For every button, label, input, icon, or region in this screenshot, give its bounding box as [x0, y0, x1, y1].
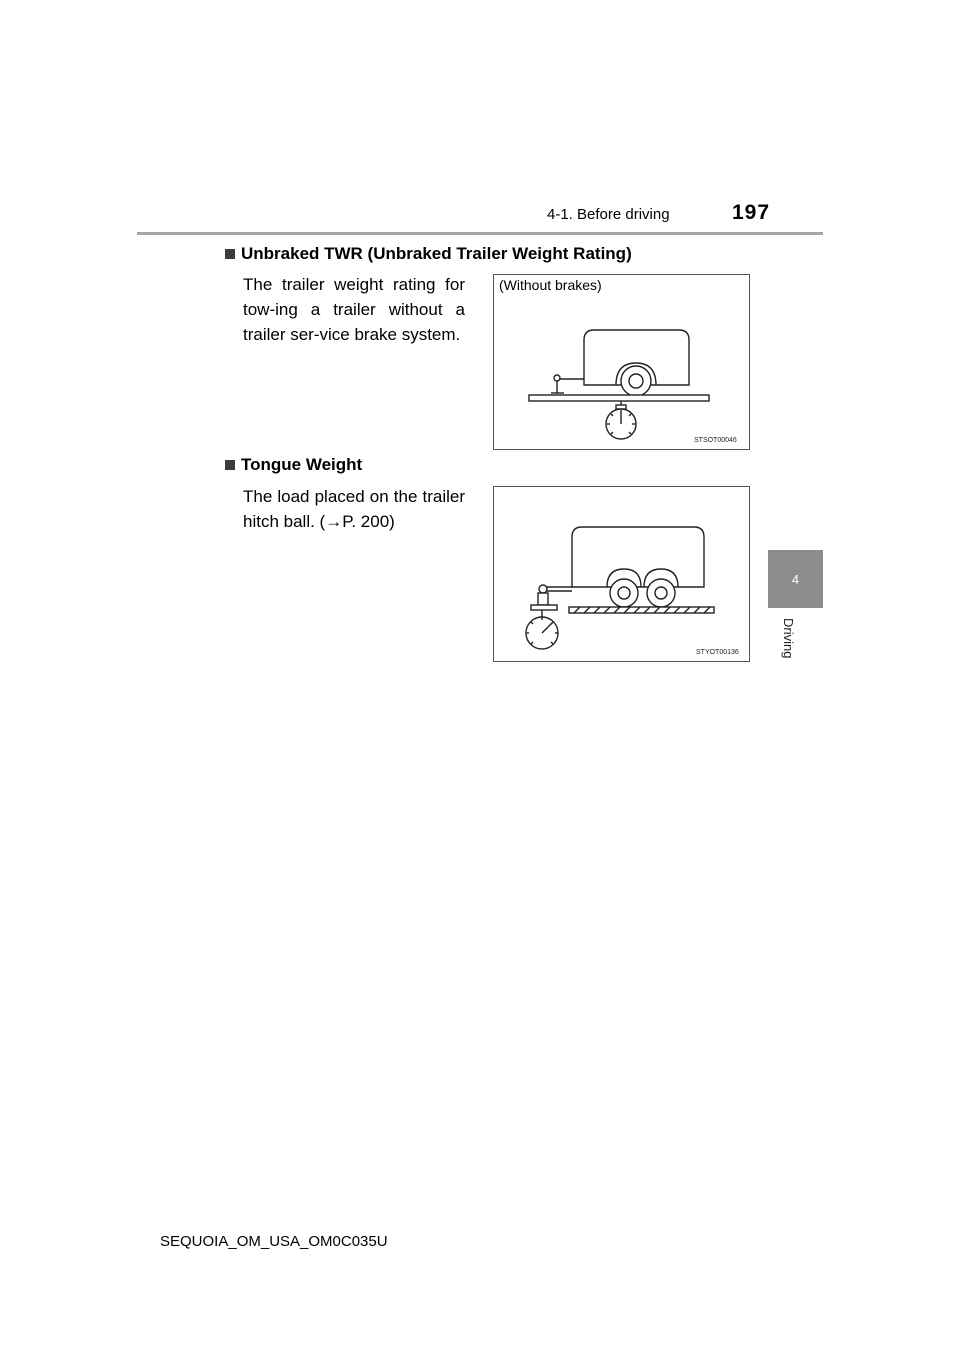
section-body: The load placed on the trailer hitch ball. (→P. 200) [243, 487, 465, 531]
figure-unbraked-trailer [493, 274, 750, 450]
trailer-scale-illustration [494, 275, 749, 449]
figure-tongue-weight [493, 486, 750, 662]
tongue-weight-illustration [494, 487, 749, 661]
heading-text: Unbraked TWR (Unbraked Trailer Weight Rating) [241, 244, 632, 263]
chapter-number: 4 [791, 572, 800, 587]
section-heading [225, 244, 632, 264]
square-bullet-icon [225, 460, 235, 470]
figure-caption: (Without brakes) [499, 277, 602, 293]
chapter-label [781, 618, 801, 678]
document-code: SEQUOIA_OM_USA_OM0C035U [160, 1233, 388, 1250]
chapter-title: Driving [781, 618, 796, 659]
header-divider [137, 232, 823, 235]
page-number: 197 [732, 201, 771, 224]
section-heading [225, 455, 362, 475]
section-body: The trailer weight rating for tow-ing a trailer without a trailer ser-vice brake system. [243, 275, 465, 344]
square-bullet-icon [225, 249, 235, 259]
section-title: 4-1. Before driving [547, 206, 670, 223]
figure-code: STSOT00046 [694, 437, 737, 444]
figure-code: STYOT00136 [696, 649, 739, 656]
heading-text: Tongue Weight [241, 455, 363, 474]
